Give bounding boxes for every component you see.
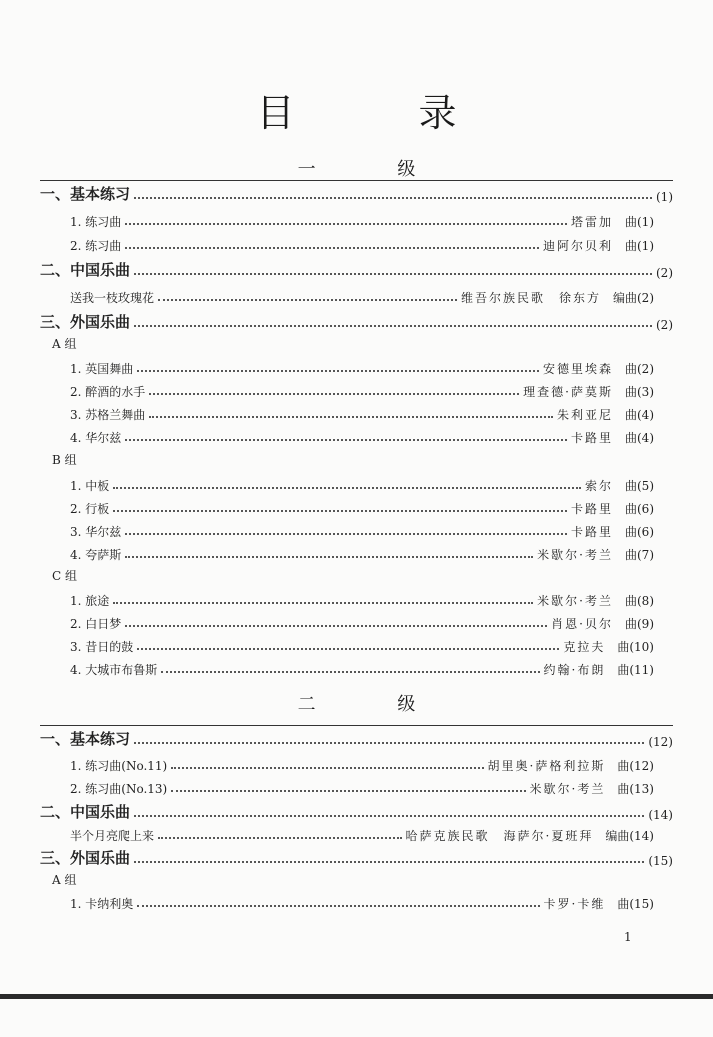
- section-page: (1): [656, 190, 673, 204]
- entry-role: 曲: [624, 431, 637, 445]
- section-page: (12): [648, 735, 673, 749]
- leader-dots: [134, 273, 652, 275]
- leader-dots: [113, 510, 567, 512]
- entry-composer: 哈萨克族民歌 海萨尔·夏班拜: [405, 829, 594, 843]
- section-page: (2): [656, 266, 673, 280]
- entry-title: 1. 练习曲: [70, 215, 122, 229]
- entry-composer: 索尔: [584, 479, 613, 493]
- entry-role: 曲: [617, 640, 630, 654]
- entry-page: (4): [637, 408, 654, 422]
- toc-entry[interactable]: [70, 355, 654, 377]
- leader-dots: [137, 905, 539, 907]
- leader-dots: [113, 487, 581, 489]
- entry-title: 1. 旅途: [70, 594, 110, 608]
- entry-composer: 朱利亚尼: [556, 408, 613, 422]
- entry-title: 1. 练习曲(No.11): [70, 759, 168, 773]
- leader-dots: [134, 815, 644, 817]
- entry-composer: 米歇尔·考兰: [537, 548, 613, 562]
- leader-dots: [149, 393, 519, 395]
- entry-page: (14): [629, 829, 654, 843]
- toc-entry[interactable]: [70, 610, 654, 632]
- entry-title: 送我一枝玫瑰花: [70, 291, 155, 305]
- entry-title: 2. 白日梦: [70, 617, 122, 631]
- entry-page: (5): [637, 479, 654, 493]
- section-title: 三、外国乐曲: [40, 849, 131, 867]
- divider: [40, 180, 673, 181]
- entry-page: (2): [637, 291, 654, 305]
- page-title: 目 录: [256, 91, 513, 135]
- entry-composer: 约翰·布朗: [543, 663, 606, 677]
- entry-composer: 米歇尔·考兰: [537, 594, 613, 608]
- entry-role: 曲: [624, 362, 637, 376]
- entry-title: 3. 华尔兹: [70, 525, 122, 539]
- page-number: 1: [624, 930, 632, 944]
- leader-dots: [125, 247, 539, 249]
- toc-entry[interactable]: [70, 752, 654, 774]
- entry-page: (6): [637, 502, 654, 516]
- toc-entry[interactable]: [70, 541, 654, 563]
- entry-role: 曲: [624, 385, 637, 399]
- entry-page: (3): [637, 385, 654, 399]
- leader-dots: [125, 439, 567, 441]
- toc-section[interactable]: [40, 846, 673, 868]
- entry-page: (2): [637, 362, 654, 376]
- entry-composer: 维吾尔族民歌 徐东方: [460, 291, 601, 305]
- leader-dots: [161, 671, 539, 673]
- entry-page: (8): [637, 594, 654, 608]
- entry-role: 曲: [624, 525, 637, 539]
- toc-entry[interactable]: [70, 378, 654, 400]
- leader-dots: [158, 299, 457, 301]
- entry-role: 曲: [624, 215, 637, 229]
- entry-title: 2. 醉酒的水手: [70, 385, 146, 399]
- section-page: (14): [648, 808, 673, 822]
- toc-entry[interactable]: [70, 401, 654, 423]
- entry-page: (12): [629, 759, 654, 773]
- leader-dots: [113, 602, 533, 604]
- entry-title: 2. 行板: [70, 502, 110, 516]
- toc-entry[interactable]: [70, 587, 654, 609]
- entry-page: (6): [637, 525, 654, 539]
- toc-section[interactable]: [40, 727, 673, 749]
- entry-title: 4. 夸萨斯: [70, 548, 122, 562]
- leader-dots: [125, 625, 547, 627]
- section-page: (15): [648, 854, 673, 868]
- entry-composer: 卡路里: [570, 431, 613, 445]
- entry-role: 曲: [624, 594, 637, 608]
- entry-title: 半个月亮爬上来: [70, 829, 155, 843]
- group-label: C 组: [52, 569, 77, 583]
- entry-composer: 米歇尔·考兰: [529, 782, 606, 796]
- group-label: B 组: [52, 453, 77, 467]
- entry-page: (4): [637, 431, 654, 445]
- section-title: 一、基本练习: [40, 185, 131, 203]
- toc-entry[interactable]: [70, 775, 654, 797]
- entry-page: (10): [629, 640, 654, 654]
- leader-dots: [125, 223, 567, 225]
- toc-entry[interactable]: [70, 656, 654, 678]
- toc-entry[interactable]: [70, 495, 654, 517]
- group-label: A 组: [52, 873, 77, 887]
- entry-page: (9): [637, 617, 654, 631]
- bottom-edge-bar: [0, 994, 713, 999]
- toc-entry[interactable]: [70, 284, 654, 306]
- entry-composer: 迪阿尔贝利: [542, 239, 613, 253]
- entry-title: 2. 练习曲: [70, 239, 122, 253]
- entry-role: 曲: [624, 548, 637, 562]
- entry-role: 曲: [624, 502, 637, 516]
- entry-composer: 卡罗·卡维: [543, 897, 606, 911]
- leader-dots: [134, 742, 644, 744]
- toc-entry[interactable]: [70, 890, 654, 912]
- entry-title: 1. 中板: [70, 479, 110, 493]
- entry-title: 3. 昔日的鼓: [70, 640, 134, 654]
- entry-composer: 克拉夫: [563, 640, 606, 654]
- section-title: 二、中国乐曲: [40, 803, 131, 821]
- toc-section[interactable]: [40, 310, 673, 332]
- entry-composer: 塔雷加: [570, 215, 613, 229]
- leader-dots: [134, 325, 652, 327]
- toc-section[interactable]: [40, 800, 673, 822]
- entry-title: 4. 华尔兹: [70, 431, 122, 445]
- entry-title: 1. 英国舞曲: [70, 362, 134, 376]
- level-heading: 二 级: [297, 694, 454, 715]
- toc-entry[interactable]: [70, 208, 654, 230]
- toc-entry[interactable]: [70, 424, 654, 446]
- entry-role: 编曲: [605, 829, 630, 843]
- toc-entry[interactable]: [70, 822, 654, 844]
- toc-entry[interactable]: [70, 518, 654, 540]
- leader-dots: [137, 648, 559, 650]
- entry-page: (7): [637, 548, 654, 562]
- toc-section[interactable]: [40, 182, 673, 204]
- entry-role: 曲: [624, 408, 637, 422]
- entry-page: (15): [629, 897, 654, 911]
- section-title: 二、中国乐曲: [40, 261, 131, 279]
- entry-composer: 卡路里: [570, 525, 613, 539]
- leader-dots: [171, 790, 525, 792]
- entry-title: 4. 大城市布鲁斯: [70, 663, 158, 677]
- entry-role: 曲: [624, 479, 637, 493]
- level-heading: 一 级: [297, 159, 454, 180]
- entry-page: (1): [637, 239, 654, 253]
- entry-page: (11): [629, 663, 654, 677]
- leader-dots: [158, 837, 401, 839]
- entry-role: 曲: [624, 617, 637, 631]
- toc-entry[interactable]: [70, 472, 654, 494]
- entry-composer: 胡里奥·萨格利拉斯: [487, 759, 606, 773]
- entry-role: 曲: [624, 239, 637, 253]
- entry-page: (1): [637, 215, 654, 229]
- entry-composer: 安德里埃森: [542, 362, 613, 376]
- entry-page: (13): [629, 782, 654, 796]
- entry-composer: 肖恩·贝尔: [551, 617, 613, 631]
- entry-role: 编曲: [612, 291, 637, 305]
- section-page: (2): [656, 318, 673, 332]
- entry-composer: 卡路里: [570, 502, 613, 516]
- entry-role: 曲: [617, 897, 630, 911]
- leader-dots: [134, 861, 644, 863]
- leader-dots: [149, 416, 553, 418]
- leader-dots: [137, 370, 539, 372]
- entry-composer: 理查德·萨莫斯: [523, 385, 613, 399]
- leader-dots: [171, 767, 483, 769]
- section-title: 三、外国乐曲: [40, 313, 131, 331]
- leader-dots: [125, 533, 567, 535]
- entry-title: 1. 卡纳利奥: [70, 897, 134, 911]
- toc-entry[interactable]: [70, 633, 654, 655]
- section-title: 一、基本练习: [40, 730, 131, 748]
- group-label: A 组: [52, 337, 77, 351]
- toc-section[interactable]: [40, 258, 673, 280]
- entry-title: 2. 练习曲(No.13): [70, 782, 168, 796]
- entry-role: 曲: [617, 663, 630, 677]
- leader-dots: [134, 197, 652, 199]
- divider: [40, 725, 673, 726]
- entry-title: 3. 苏格兰舞曲: [70, 408, 146, 422]
- entry-role: 曲: [617, 759, 630, 773]
- leader-dots: [125, 556, 533, 558]
- toc-entry[interactable]: [70, 232, 654, 254]
- entry-role: 曲: [617, 782, 630, 796]
